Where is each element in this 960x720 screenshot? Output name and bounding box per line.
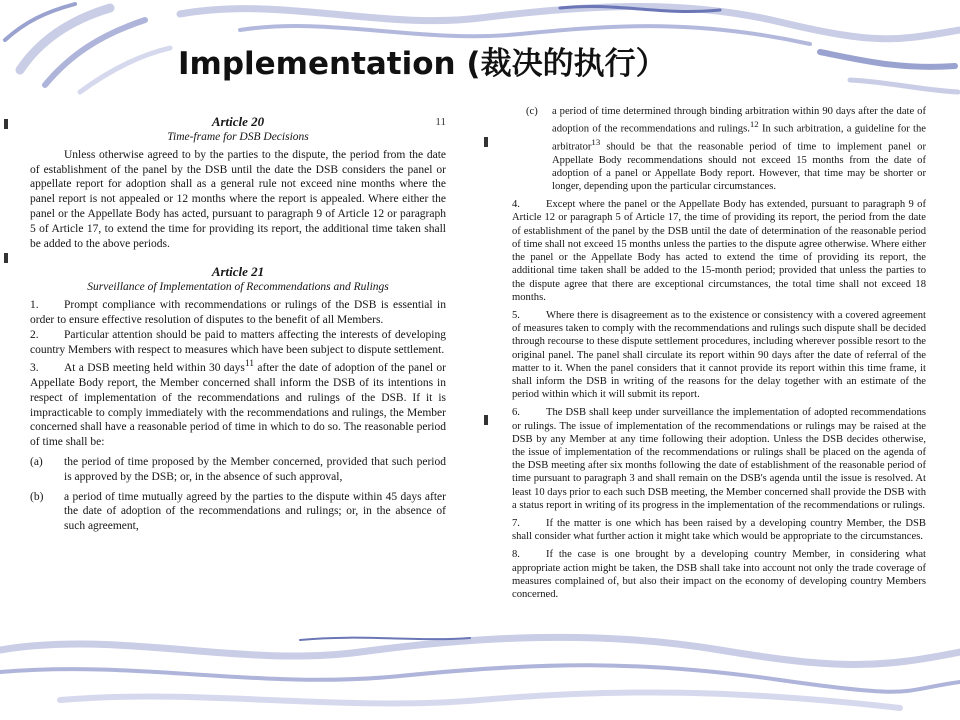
article-21-para-3 (30, 357, 446, 450)
item-label: (a) (30, 455, 43, 468)
article-20-heading: Article 20 (211, 114, 265, 129)
list-item-a (30, 455, 446, 485)
item-label: (b) (30, 490, 44, 503)
para-number: 6. (512, 407, 520, 419)
article-21-para-6 (512, 406, 926, 512)
para-text: If the matter is one which has been raised by a developing country Member, the DSB shall consider what further action it might take which would be appropriate to the circumstances. (512, 517, 926, 543)
footnote-ref: 12 (749, 119, 759, 130)
article-21-para-2 (30, 328, 446, 358)
scan-artifact (4, 119, 8, 129)
scanned-page-right (480, 97, 952, 631)
scan-artifact (4, 253, 8, 263)
item-text: the period of time proposed by the Member concerned, provided that such period is approved by the DSB; or, in the absence of such approval, (64, 455, 446, 483)
item-text-part: a period of time determined through binding arbitration within 90 days after the date of adoption of the recommendations and rulings. (552, 106, 926, 135)
article-21-heading: Article 21 (211, 264, 265, 280)
slide-title: Implementation (裁决的执行） (178, 46, 667, 82)
scanned-page-left (0, 103, 476, 613)
article-21-para-1 (30, 298, 446, 328)
list-item-c (512, 105, 926, 193)
para-text: Where there is disagreement as to the existence or consistency with a covered agreement of measures taken to comply with the recommendations and rulings such dispute shall be decided through recourse to these dispute settlement procedures, including wherever possible resort to the original panel. The panel shall circulate its report within 90 days after the date of referral of the matter to it. When the panel considers that it cannot provide its report within this time frame, it shall inform the DSB in writing of the reasons for the delay together with an estimate of the period within which it will submit its report. (512, 309, 926, 401)
para-text: The DSB shall keep under surveillance the implementation of adopted recommendations or rulings. The issue of implementation of the recommendations or rulings may be raised at the DSB by any Member at any time following their adoption. Unless the DSB decides otherwise, the issue of implementation of the recommendations or rulings shall be placed on the agenda of the DSB meeting after six months following the date of establishment of the reasonable period of time pursuant to paragraph 3 and shall remain on the DSB's agenda until the issue is resolved. At least 10 days prior to each such DSB meeting, the Member concerned shall provide the DSB with a status report in writing of its progress in the implementation of the recommendations or rulings. (512, 407, 926, 511)
scan-artifact (484, 137, 488, 147)
para-number: 1. (30, 299, 39, 312)
footnote-ref: 13 (591, 136, 601, 147)
article-20-subheading: Time-frame for DSB Decisions (167, 131, 309, 143)
page-number: 11 (435, 116, 446, 128)
item-text-part: should be that the reasonable period of time to implement panel or Appellate Body recommendations should not exceed 15 months from the date of adoption of a panel or Appellate Body report. However, that time may be shorter or longer, depending upon the particular circumstances. (552, 141, 926, 193)
item-label: (c) (526, 106, 538, 117)
article-21-para-4 (512, 198, 926, 304)
list-item-b (30, 490, 446, 534)
para-text: If the case is one brought by a developing country Member, in considering what appropriate action might be taken, the DSB shall take into account not only the trade coverage of measures complained of, but also their impact on the economy of developing country Members concerned. (512, 549, 926, 600)
para-number: 8. (512, 549, 520, 561)
para-number: 2. (30, 328, 39, 341)
para-text: At a DSB meeting held within 30 days (64, 362, 245, 375)
item-text: a period of time mutually agreed by the parties to the dispute within 45 days after the date of adoption of the recommendations and rulings; or, in the absence of such agreement, (64, 490, 446, 533)
item-text (552, 105, 926, 193)
para-number: 4. (512, 199, 520, 211)
article-21-para-8 (512, 548, 926, 601)
para-text: Except where the panel or the Appellate Body has extended, pursuant to paragraph 9 of Article 12 or paragraph 5 of Article 17, the time of providing its report, the period from the date of establishment of the panel by the DSB until the date of determination of the reasonable period of time shall not exceed 15 months unless the parties to the dispute agree otherwise. Where either the panel or the Appellate Body has acted to extend the time of providing its report, the additional time taken shall be added to the 15-month period; provided that unless the parties to the dispute agree that there are exceptional circumstances, the total time shall not exceed 18 months. (512, 199, 926, 303)
para-number: 3. (30, 362, 39, 375)
scan-artifact (484, 415, 488, 425)
article-21-para-7 (512, 517, 926, 543)
para-text: Prompt compliance with recommendations or rulings of the DSB is essential in order to ensure effective resolution of disputes to the benefit of all Members. (30, 299, 446, 326)
article-21-subheading: Surveillance of Implementation of Recommendations and Rulings (87, 281, 389, 294)
article-21-para-5 (512, 309, 926, 401)
article-20-text: Unless otherwise agreed to by the parties to the dispute, the period from the date of establishment of the panel by the DSB until the date the DSB considers the panel or appellate report for adoption shall as a general rule not exceed nine months where the panel report is not appealed or 12 months where the report is appealed. Where either the panel or the Appellate Body has acted, pursuant to paragraph 9 of Article 12 or paragraph 5 of Article 17, to extend the time for providing its report, the additional time taken shall be added to the above periods. (30, 148, 446, 250)
item-text-part: In such arbitration, a guideline for the arbitrator (552, 123, 926, 153)
para-number: 7. (512, 517, 520, 529)
para-text: after the date of adoption of the panel or Appellate Body report, the Member concerned shall inform the DSB of its intentions in respect of implementation of the recommendations and rulings of the DSB. If it is impracticable to comply immediately with the recommendations and rulings, the Member concerned shall have a reasonable period of time in which to do so. The reasonable period of time shall be: (30, 362, 446, 449)
footnote-ref: 11 (244, 358, 255, 370)
para-text: Particular attention should be paid to matters affecting the interests of developing country Members with respect to measures which have been subject to dispute settlement. (30, 328, 446, 356)
para-number: 5. (512, 309, 520, 321)
